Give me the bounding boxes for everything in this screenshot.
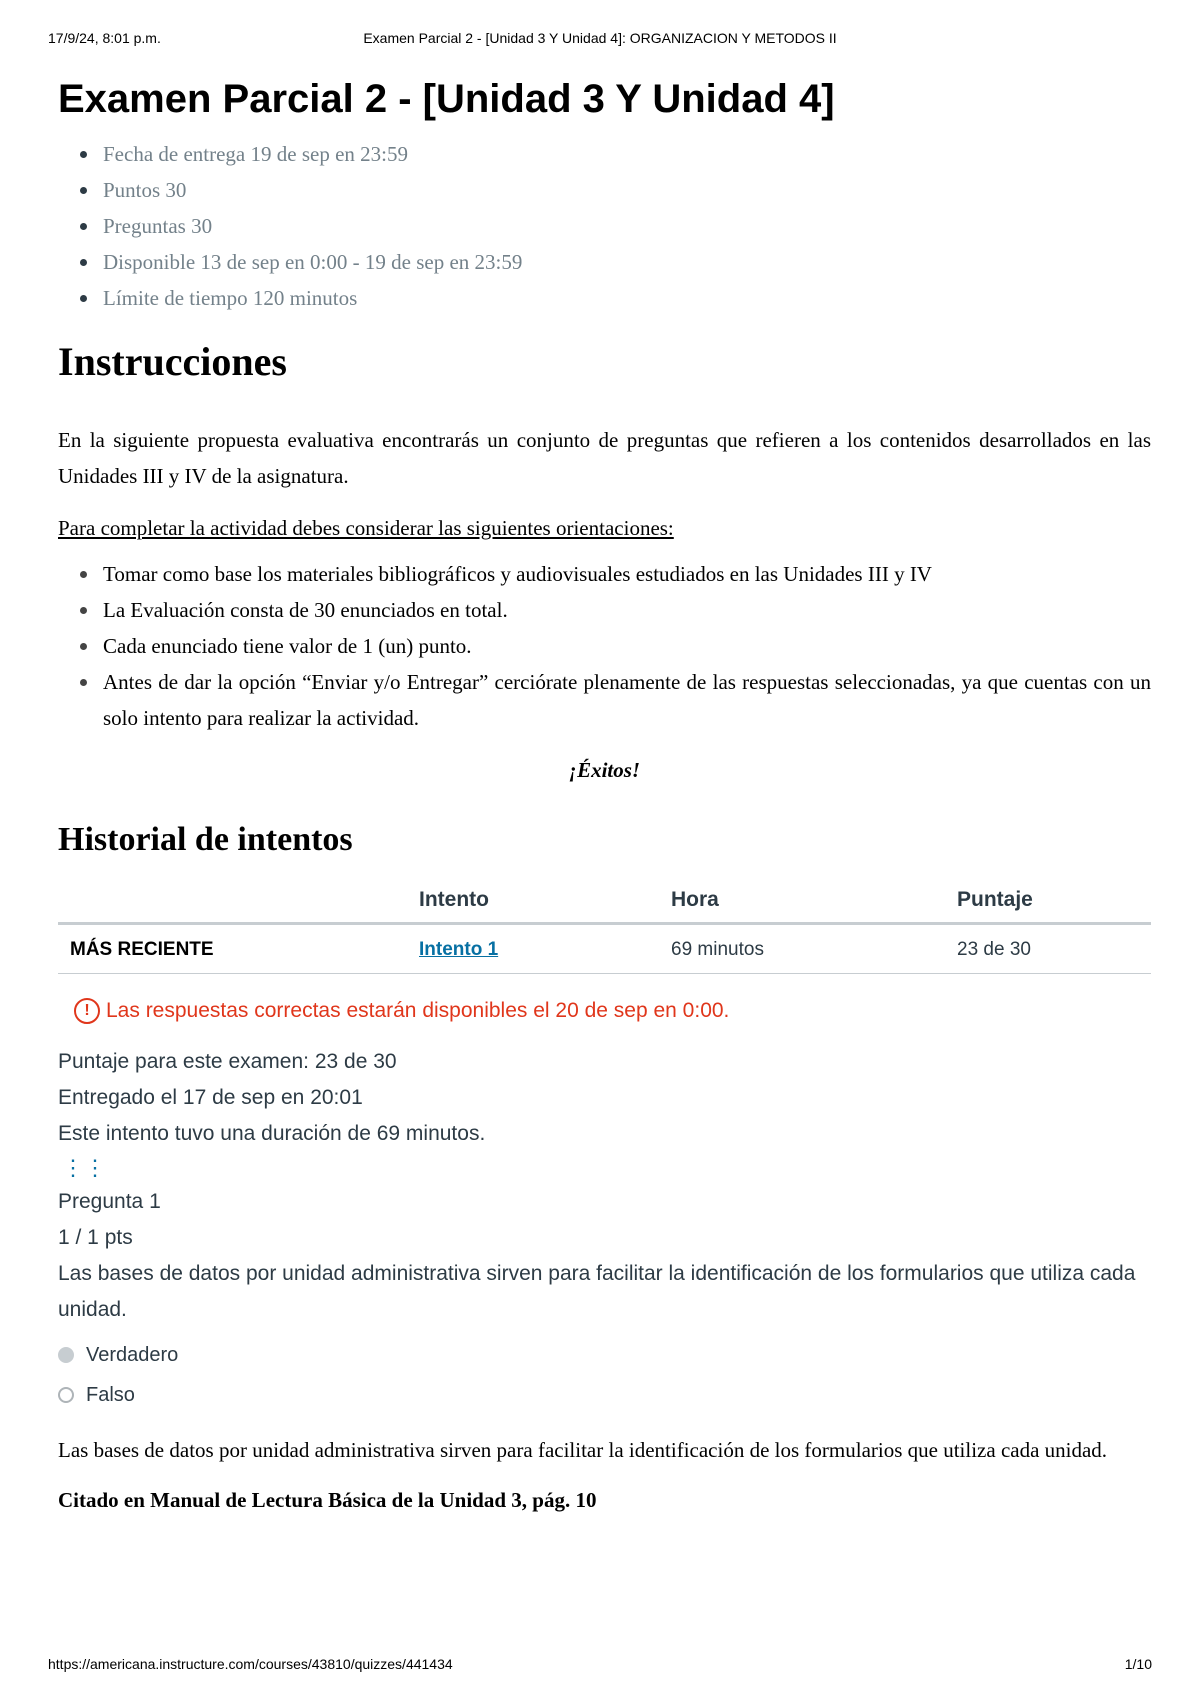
instructions-heading: Instrucciones — [58, 339, 287, 384]
attempt-summary — [58, 1044, 1151, 1152]
answer-label: Verdadero — [86, 1343, 179, 1366]
question-label: Pregunta 1 — [58, 1190, 161, 1213]
duration-summary: Este intento tuvo una duración de 69 minutos. — [58, 1122, 486, 1145]
warning-icon: ! — [74, 998, 100, 1024]
answer-explanation: Las bases de datos por unidad administrativa sirven para facilitar la identificación de los formularios que utiliza cada unidad. — [58, 1438, 1108, 1462]
attempt-cell — [407, 924, 659, 974]
attempt-score: 23 de 30 — [945, 924, 1151, 974]
orientations-title: Para completar la actividad debes considerar las siguientes orientaciones: — [58, 516, 674, 540]
radio-empty-icon[interactable] — [58, 1387, 74, 1403]
print-header — [48, 30, 1152, 50]
submitted-summary: Entregado el 17 de sep en 20:01 — [58, 1086, 363, 1109]
quiz-content — [58, 74, 1151, 1518]
attempt-label: MÁS RECIENTE — [58, 924, 407, 974]
answer-option-verdadero[interactable] — [58, 1338, 1151, 1372]
orientation-item: Tomar como base los materiales bibliográficos y audiovisuales estudiados en las Unidades III y IV — [58, 556, 1151, 592]
points: Puntos 30 — [58, 172, 1151, 208]
answers-notice-text: Las respuestas correctas estarán disponibles el 20 de sep en 0:00. — [106, 999, 730, 1022]
table-header-row — [58, 876, 1151, 924]
due-date: Fecha de entrega 19 de sep en 23:59 — [58, 136, 1151, 172]
attempt-history-table — [58, 876, 1151, 974]
radio-selected-icon[interactable] — [58, 1347, 74, 1363]
answer-citation: Citado en Manual de Lectura Básica de la Unidad 3, pág. 10 — [58, 1488, 597, 1512]
column-header-label — [58, 876, 407, 924]
closing-message: ¡Éxitos! — [568, 758, 641, 782]
instructions-intro: En la siguiente propuesta evaluativa encontrarás un conjunto de preguntas que refieren a los contenidos desarrollados en las Unidades III y IV de la asignatura. — [58, 428, 1151, 488]
question-1 — [58, 1184, 1151, 1518]
answers-notice — [74, 996, 1151, 1026]
orientation-item: La Evaluación consta de 30 enunciados en total. — [58, 592, 1151, 628]
table-row — [58, 924, 1151, 974]
print-title: Examen Parcial 2 - [Unidad 3 Y Unidad 4]: ORGANIZACION Y METODOS II — [363, 30, 837, 46]
orientation-item: Cada enunciado tiene valor de 1 (un) punto. — [58, 628, 1151, 664]
orientations-list — [58, 556, 1151, 736]
orientation-item: Antes de dar la opción “Enviar y/o Entregar” cerciórate plenamente de las respuestas seleccionadas, ya que cuentas con un solo intento para realizar la actividad. — [58, 664, 1151, 736]
attempt-time: 69 minutos — [659, 924, 945, 974]
attempt-link[interactable]: Intento 1 — [419, 939, 499, 960]
page-title: Examen Parcial 2 - [Unidad 3 Y Unidad 4] — [58, 77, 835, 121]
time-limit: Límite de tiempo 120 minutos — [58, 280, 1151, 316]
page-number: 1/10 — [1124, 1656, 1152, 1672]
answer-option-falso[interactable] — [58, 1378, 1151, 1412]
column-header-time: Hora — [659, 876, 945, 924]
column-header-score: Puntaje — [945, 876, 1151, 924]
question-text: Las bases de datos por unidad administrativa sirven para facilitar la identificación de los formularios que utiliza cada unidad. — [58, 1262, 1136, 1321]
drag-handle-icon[interactable]: ⋮⋮ — [62, 1155, 106, 1180]
column-header-attempt: Intento — [407, 876, 659, 924]
question-points: 1 / 1 pts — [58, 1226, 133, 1249]
print-footer — [48, 1656, 1152, 1676]
question-count: Preguntas 30 — [58, 208, 1151, 244]
availability: Disponible 13 de sep en 0:00 - 19 de sep en 23:59 — [58, 244, 1151, 280]
quiz-details — [58, 136, 1151, 316]
print-url: https://americana.instructure.com/courses/43810/quizzes/441434 — [48, 1656, 453, 1672]
attempt-history-heading: Historial de intentos — [58, 821, 353, 858]
answer-label: Falso — [86, 1383, 135, 1406]
print-date: 17/9/24, 8:01 p.m. — [48, 30, 161, 46]
score-summary: Puntaje para este examen: 23 de 30 — [58, 1050, 397, 1073]
